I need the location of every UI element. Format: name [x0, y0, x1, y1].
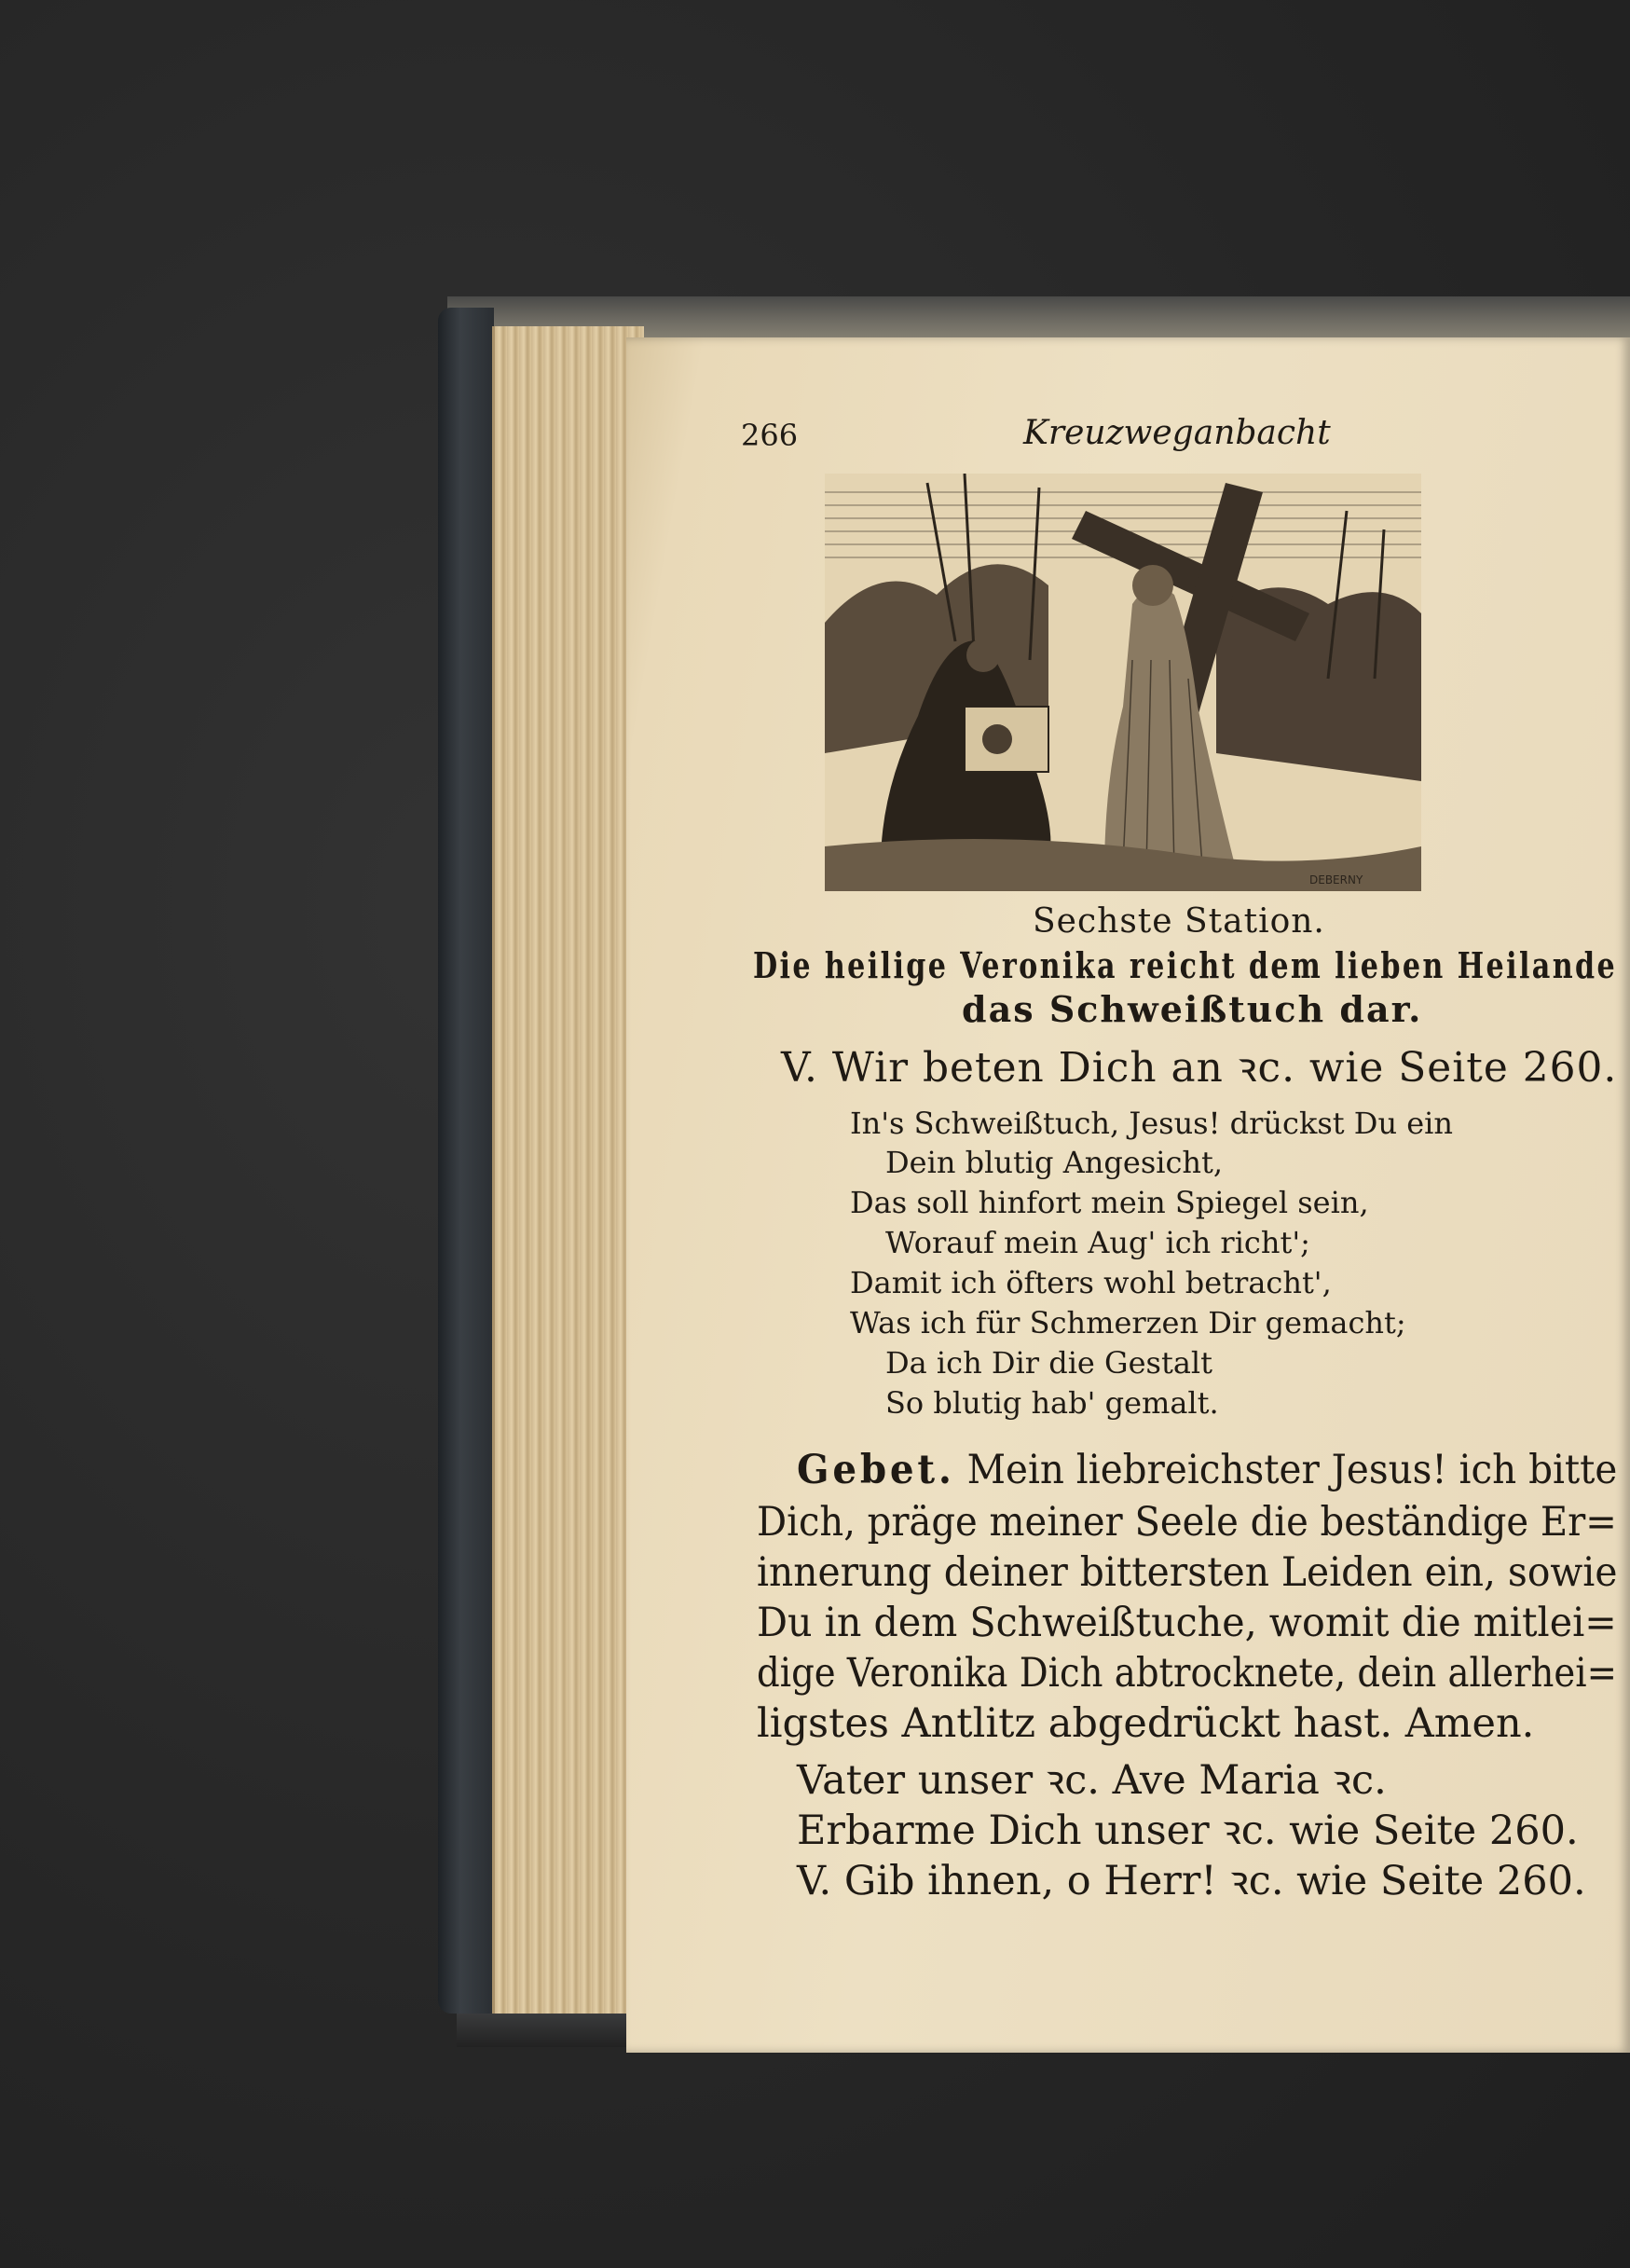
station-caption: Sechste Station.: [1033, 902, 1325, 941]
closing-line: Vater unser ꝛc. Ave Maria ꝛc.: [797, 1757, 1387, 1804]
prayer-line1: Mein liebreichster Jesus! ich bitte: [966, 1447, 1618, 1493]
station-title-line1: Die heilige Veronika reicht dem lieben Heilande: [753, 944, 1618, 986]
book-spine: [438, 308, 494, 2014]
veronika-woodcut-illustration: [825, 474, 1421, 891]
verse-line: Dein blutig Angesicht,: [885, 1145, 1224, 1180]
verse-line: Das soll hinfort mein Spiegel sein,: [850, 1185, 1369, 1220]
prayer-line: [797, 1447, 1617, 1493]
illustration-signature: DEBERNY: [1309, 873, 1363, 887]
prayer-line3: innerung deiner bittersten Leiden ein, sowie: [757, 1549, 1618, 1596]
running-head: Kreuzweganbacht: [1023, 414, 1331, 452]
versicle: V. Wir beten Dich an ꝛc. wie Seite 260.: [781, 1044, 1618, 1092]
verse-line: In's Schweißtuch, Jesus! drückst Du ein: [850, 1106, 1453, 1141]
prayer-line5: dige Veronika Dich abtrocknete, dein allerhei=: [757, 1650, 1617, 1697]
verse-line: Damit ich öfters wohl betracht',: [850, 1265, 1332, 1300]
prayer-line2: Dich, präge meiner Seele die beständige Er=: [757, 1499, 1617, 1546]
prayer-lead: Gebet.: [797, 1447, 955, 1493]
page-number: 266: [741, 418, 799, 453]
page-edges: [492, 326, 644, 2014]
closing-line: Erbarme Dich unser ꝛc. wie Seite 260.: [797, 1808, 1579, 1854]
verse-line: Was ich für Schmerzen Dir gemacht;: [850, 1305, 1406, 1340]
prayer-line6: ligstes Antlitz abgedrückt hast. Amen.: [757, 1700, 1535, 1747]
closing-line: V. Gib ihnen, o Herr! ꝛc. wie Seite 260.: [797, 1858, 1586, 1904]
verse-line: So blutig hab' gemalt.: [885, 1385, 1219, 1421]
verse-line: Worauf mein Aug' ich richt';: [885, 1225, 1310, 1260]
station-title-line2: das Schweißtuch dar.: [962, 988, 1423, 1030]
prayer-line4: Du in dem Schweißtuche, womit die mitlei=: [757, 1600, 1617, 1646]
verse-line: Da ich Dir die Gestalt: [885, 1345, 1212, 1381]
